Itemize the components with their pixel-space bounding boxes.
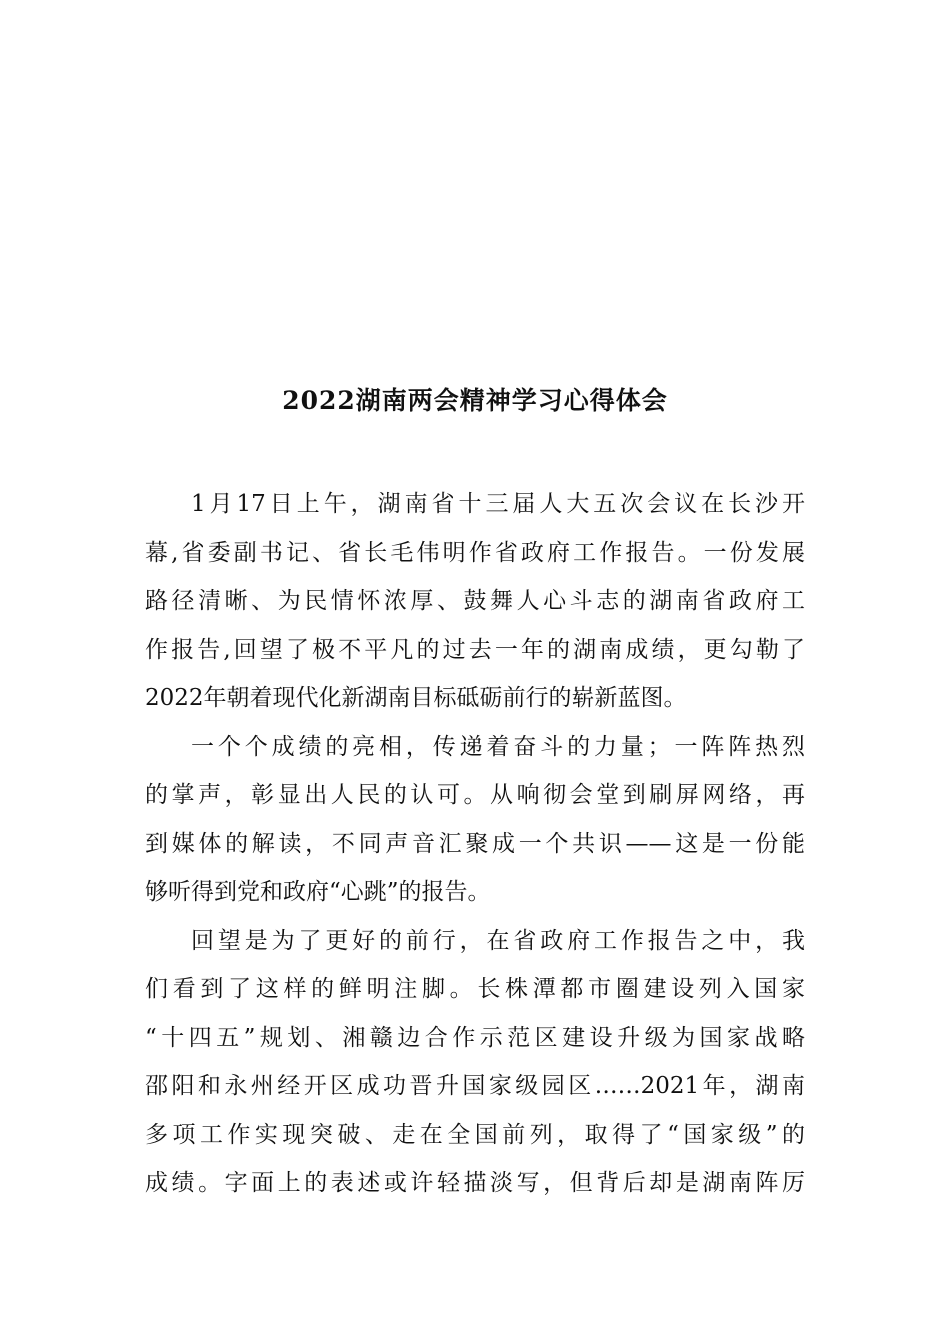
paragraph-2-line-1: 一个个成绩的亮相，传递着奋斗的力量；一阵阵热烈 [191, 733, 805, 760]
paragraph-3-line-6: 成绩。字面上的表述或许轻描淡写，但背后却是湖南阵厉 [145, 1170, 805, 1196]
paragraph-1-line-5: 2022年朝着现代化新湖南目标砥砺前行的崭新蓝图。 [145, 685, 687, 711]
paragraph-3-line-1: 回望是为了更好的前行，在省政府工作报告之中，我 [191, 927, 805, 954]
paragraph-3-line-3: “十四五”规划、湘赣边合作示范区建设升级为国家战略 [145, 1024, 805, 1051]
document-title: 2022湖南两会精神学习心得体会 [282, 386, 668, 415]
paragraph-1-line-2: 幕,省委副书记、省长毛伟明作省政府工作报告。一份发展 [145, 539, 805, 566]
paragraph-3-line-4: 邵阳和永州经开区成功晋升国家级园区……2021年，湖南 [145, 1073, 805, 1099]
paragraph-3-line-5: 多项工作实现突破、走在全国前列，取得了“国家级”的 [145, 1121, 805, 1148]
paragraph-2-line-2: 的掌声，彰显出人民的认可。从响彻会堂到刷屏网络，再 [145, 782, 805, 808]
document-body [145, 480, 805, 1208]
paragraph-1-line-3: 路径清晰、为民情怀浓厚、鼓舞人心斗志的湖南省政府工 [145, 588, 805, 614]
paragraph-2-line-3: 到媒体的解读，不同声音汇聚成一个共识——这是一份能 [145, 830, 805, 857]
paragraph-2-line-4: 够听得到党和政府“心跳”的报告。 [145, 879, 491, 905]
paragraph-3-line-2: 们看到了这样的鲜明注脚。长株潭都市圈建设列入国家 [145, 976, 805, 1002]
paragraph-1-line-4: 作报告,回望了极不平凡的过去一年的湖南成绩，更勾勒了 [145, 636, 805, 663]
paragraph-1-line-1: 1月17日上午，湖南省十三届人大五次会议在长沙开 [191, 491, 805, 517]
